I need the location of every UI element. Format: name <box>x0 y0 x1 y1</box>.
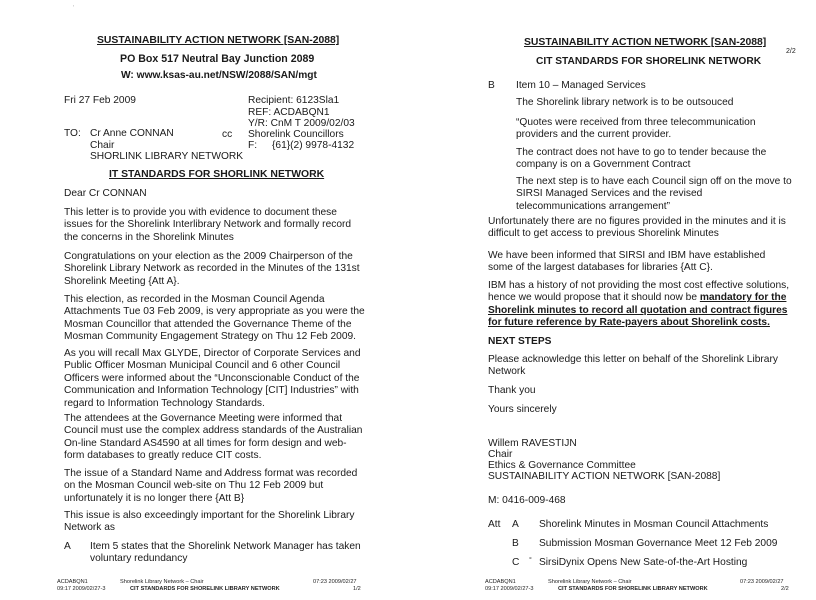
fax-label: F: <box>248 140 258 151</box>
paragraph-proposal: IBM has a history of not providing the most cost effective solutions, hence we would propose that it should now be mandatory for the Shorelink minutes to record all quotation and contract figures for future reference by Rate-payers about Shorelink costs. <box>488 280 790 329</box>
paragraph-election: This election, as recorded in the Mosman Council Agenda Attachments Tue 03 Feb 2009, is very appropriate as you were the Mosman Councillor that attended the Governance Theme of the Mosman Community Engagement Strategy on Thu 12 Feb 2009. <box>64 294 365 343</box>
signatory-role: Chair <box>488 449 513 460</box>
footer-organisation: Shorelink Library Network – Chair <box>120 579 204 585</box>
footer-page-number: 2/2 <box>781 586 789 592</box>
signatory-organisation: SUSTAINABILITY ACTION NETWORK [SAN-2088] <box>488 471 721 482</box>
letter-subject: IT STANDARDS FOR SHORLINK NETWORK <box>109 169 325 180</box>
letter-page-2 <box>408 0 816 600</box>
footer-stamp: 09:17 2009/02/27-3 <box>485 586 534 592</box>
thank-you: Thank you <box>488 385 536 396</box>
paragraph-importance: This issue is also exceedingly important for the Shorelink Library Network as <box>64 510 355 534</box>
attachment-a-marker: A <box>512 519 519 530</box>
paragraph-congratulations: Congratulations on your election as the 2009 Chairperson of the Shorelink Library Network as recorded in the Minutes of the 131st Shorelink Meeting {Att A}. <box>64 251 360 287</box>
your-reference: Y/R: CnM T 2009/02/03 <box>248 118 355 129</box>
item-b-heading: Item 10 – Managed Services <box>516 80 646 91</box>
quote-outsourced: The Shorelink library network is to be outsouced <box>516 97 734 108</box>
footer-page-number: 1/2 <box>353 586 361 592</box>
paragraph-recall: As you will recall Max GLYDE, Director of Corporate Services and Public Officer Mosman Municipal Council and 6 other Council Officers were informed about the “Unconscionable Conduct of the Communication and Information Technology [CIT] Industries” with regard to Information Technology Standards. <box>64 348 361 409</box>
footer-title: CIT STANDARDS FOR SHORELINK LIBRARY NETWORK <box>558 586 708 592</box>
next-steps-heading: NEXT STEPS <box>488 336 552 347</box>
cc-value: Shorelink Councillors <box>248 129 344 140</box>
cc-label: cc <box>222 129 233 140</box>
attachment-a-title: Shorelink Minutes in Mosman Council Attachments <box>539 519 769 530</box>
paragraph-no-figures: Unfortunately there are no figures provided in the minutes and it is difficult to get access to previous Shorelink Minutes <box>488 216 786 240</box>
attachment-b-title: Submission Mosman Governance Meet 12 Feb 2009 <box>539 538 778 549</box>
paragraph-purpose: This letter is to provide you with evidence to document these issues for the Shorelink Interlibrary Network and formally record the concerns in the Shorelink Minutes <box>64 207 352 243</box>
quote-no-tender: The contract does not have to go to tender because the company is on a Government Contract <box>516 147 767 171</box>
footer-code: ACDABQN1 <box>485 579 516 585</box>
paragraph-acknowledge: Please acknowledge this letter on behalf of the Shorelink Library Network <box>488 354 778 378</box>
letter-date: Fri 27 Feb 2009 <box>64 95 136 106</box>
fax-number: {61}(2) 9978-4132 <box>272 140 355 151</box>
footer-title: CIT STANDARDS FOR SHORELINK LIBRARY NETWORK <box>130 586 280 592</box>
letter-subtitle: CIT STANDARDS FOR SHORELINK NETWORK <box>536 56 762 67</box>
reference-code: REF: ACDABQN1 <box>248 107 330 118</box>
footer-time: 07:23 2009/02/27 <box>740 579 784 585</box>
closing: Yours sincerely <box>488 404 557 415</box>
letterhead-title: SUSTAINABILITY ACTION NETWORK [SAN-2088] <box>524 37 767 48</box>
recipient-code: Recipient: 6123Sla1 <box>248 95 340 106</box>
attachments-label: Att <box>488 519 501 530</box>
paragraph-address-format: The issue of a Standard Name and Address format was recorded on the Mosman Council web-site on Thu 12 Feb 2009 but unfortunately it is no longer there {Att B} <box>64 468 358 504</box>
footer-organisation: Shorelink Library Network – Chair <box>548 579 632 585</box>
paragraph-governance-meeting: The attendees at the Governance Meeting were informed that Council must use the complex address standards of the Australian On-line Standard AS4590 at all times for form design and web- form databases to greatly reduce CIT costs. <box>64 413 363 462</box>
salutation: Dear Cr CONNAN <box>64 188 147 199</box>
footer-time: 07:23 2009/02/27 <box>313 579 357 585</box>
attachment-c-bullet: ° <box>529 557 532 564</box>
signatory-committee: Ethics & Governance Committee <box>488 460 636 471</box>
to-label: TO: <box>64 128 81 139</box>
scan-tick-mark: ˈ <box>72 4 75 13</box>
to-name: Cr Anne CONNAN <box>90 128 174 139</box>
letterhead-web: W: www.ksas-au.net/NSW/2088/SAN/mgt <box>121 70 317 81</box>
to-role: Chair <box>90 140 115 151</box>
signatory-name: Willem RAVESTIJN <box>488 438 577 449</box>
attachment-c-title: SirsiDynix Opens New Sate-of-the-Art Hosting <box>539 557 748 568</box>
paragraph-sirsi-ibm: We have been informed that SIRSI and IBM have established some of the largest databases for libraries {Att C}. <box>488 250 766 274</box>
item-a-marker: A <box>64 541 71 552</box>
signatory-mobile: M: 0416-009-468 <box>488 495 566 506</box>
attachment-c-marker: C <box>512 557 520 568</box>
letterhead-title: SUSTAINABILITY ACTION NETWORK [SAN-2088] <box>97 35 340 46</box>
quote-next-step: The next step is to have each Council sign off on the move to SIRSI Managed Services and the revised telecommunications arrangement” <box>516 176 792 212</box>
item-a-text: Item 5 states that the Shorelink Network Manager has taken voluntary redundancy <box>90 541 361 565</box>
quote-three-providers: “Quotes were received from three telecommunication providers and the current provider. <box>516 117 756 141</box>
proposal-emphasis: mandatory for the <box>699 292 787 304</box>
page-number: 2/2 <box>786 48 796 55</box>
item-b-marker: B <box>488 80 495 91</box>
letterhead-po-box: PO Box 517 Neutral Bay Junction 2089 <box>120 53 315 65</box>
attachment-b-marker: B <box>512 538 519 549</box>
to-organisation: SHORLINK LIBRARY NETWORK <box>90 151 244 162</box>
footer-stamp: 09:17 2009/02/27-3 <box>57 586 106 592</box>
footer-code: ACDABQN1 <box>57 579 88 585</box>
